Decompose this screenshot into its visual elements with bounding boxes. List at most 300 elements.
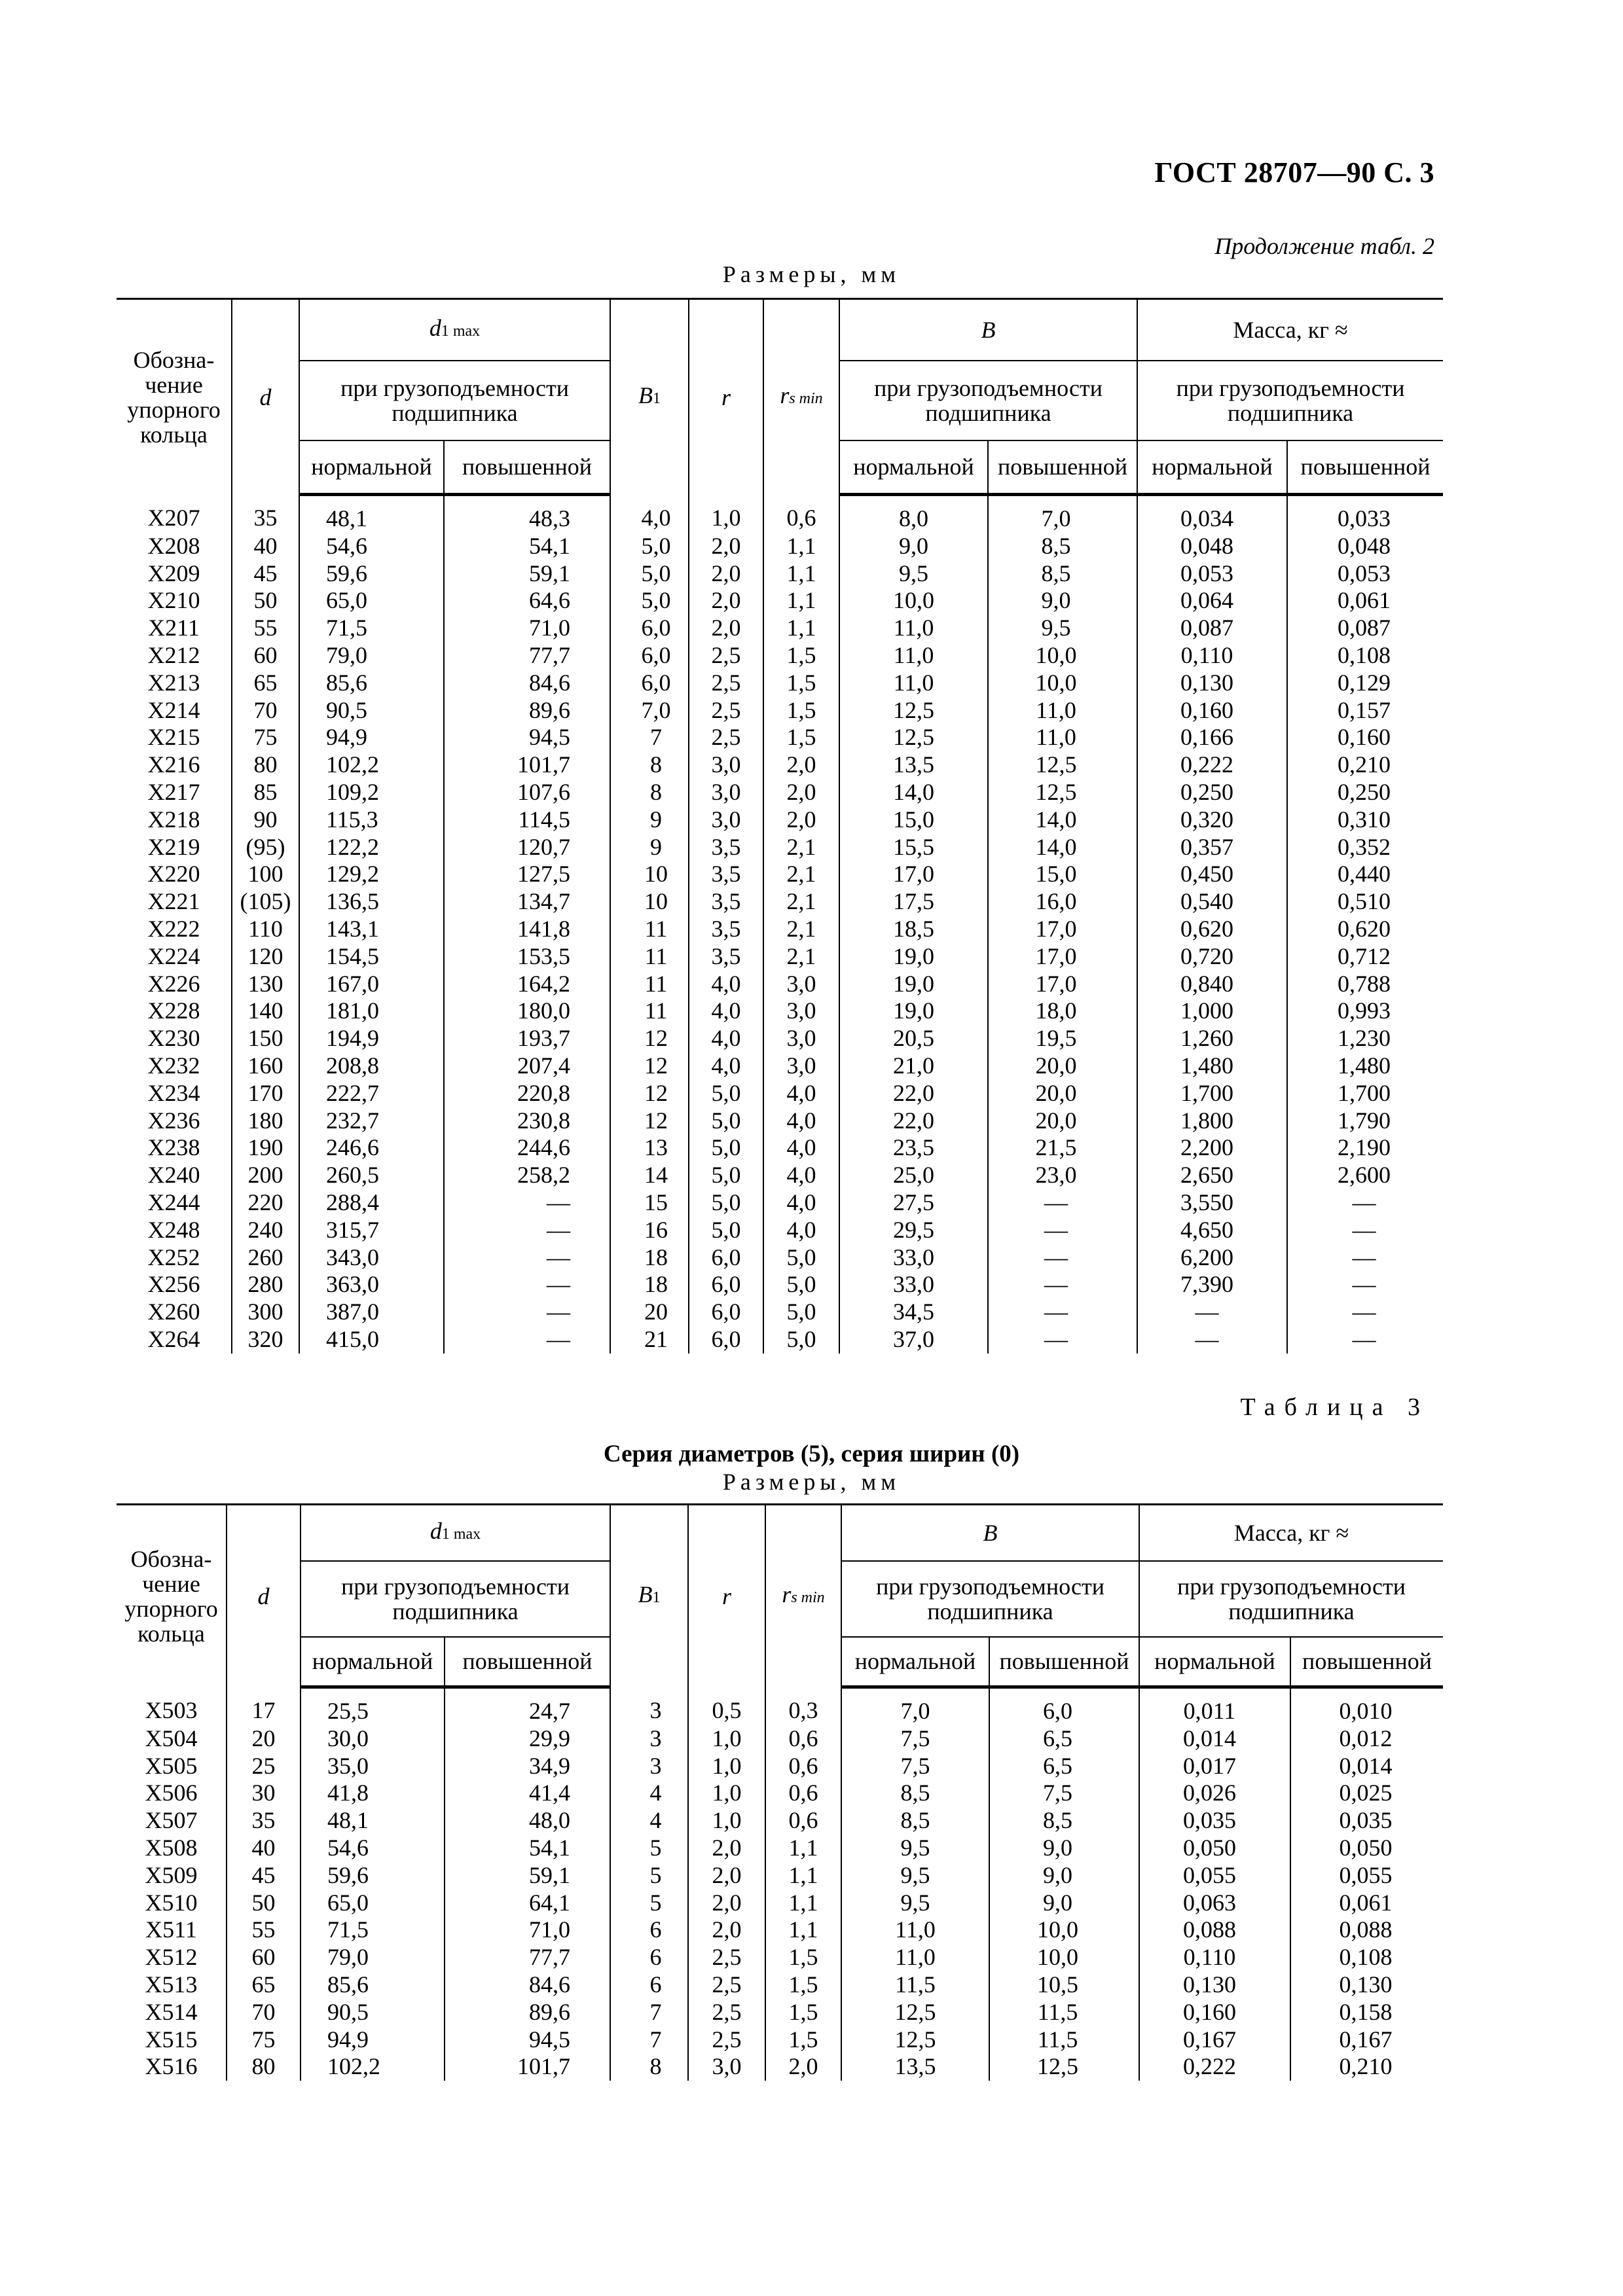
cell-r: 4,0 bbox=[689, 1025, 763, 1052]
cell-d1max-normal: 288,4 bbox=[299, 1189, 444, 1217]
cell-rs-min: 0,6 bbox=[765, 1753, 841, 1780]
cell-mass-normal: 0,250 bbox=[1137, 779, 1287, 806]
header-d1max: d1 max bbox=[299, 299, 610, 361]
cell-b1: 6 bbox=[610, 1971, 688, 1999]
cell-designation: X252 bbox=[147, 1244, 200, 1270]
header-r: r bbox=[688, 1505, 765, 1687]
cell-b-normal: 12,5 bbox=[839, 697, 988, 725]
cell-rs-min: 2,0 bbox=[763, 779, 839, 806]
cell-mass-normal: 0,320 bbox=[1137, 806, 1287, 834]
table-row bbox=[117, 1916, 1443, 1944]
cell-d1max-increased: 89,6 bbox=[444, 697, 610, 725]
header-load-mass: при грузоподъемности подшипника bbox=[1137, 361, 1443, 440]
cell-mass-normal: 0,130 bbox=[1137, 670, 1287, 697]
cell-mass-normal: 0,840 bbox=[1137, 971, 1287, 998]
cell-d1max-normal: 94,9 bbox=[301, 2026, 445, 2054]
cell-mass-normal: — bbox=[1137, 1326, 1287, 1354]
cell-rs-min: 4,0 bbox=[763, 1134, 839, 1162]
cell-b-increased: 6,5 bbox=[989, 1725, 1139, 1753]
cell-b1: 11 bbox=[610, 943, 689, 971]
cell-mass-normal: 0,011 bbox=[1139, 1687, 1290, 1725]
cell-d1max-increased: 77,7 bbox=[445, 1944, 610, 1971]
cell-b-increased: 20,0 bbox=[988, 1107, 1137, 1135]
header-increased: повышенной bbox=[989, 1637, 1139, 1687]
cell-d1max-increased: 48,0 bbox=[445, 1807, 610, 1835]
cell-b-normal: 15,5 bbox=[839, 834, 988, 861]
cell-rs-min: 1,1 bbox=[765, 1862, 841, 1890]
cell-mass-normal: 0,048 bbox=[1137, 533, 1287, 560]
cell-mass-increased: 0,055 bbox=[1290, 1862, 1443, 1890]
cell-rs-min: 2,1 bbox=[763, 834, 839, 861]
cell-mass-normal: 0,063 bbox=[1139, 1890, 1290, 1917]
cell-mass-increased: 1,230 bbox=[1287, 1025, 1443, 1052]
table-row bbox=[117, 1780, 1443, 1807]
cell-b-normal: 7,5 bbox=[841, 1753, 989, 1780]
cell-b1: 16 bbox=[610, 1217, 689, 1244]
cell-d1max-increased: — bbox=[444, 1217, 610, 1244]
cell-d1max-normal: 315,7 bbox=[299, 1217, 444, 1244]
cell-mass-increased: 0,048 bbox=[1287, 533, 1443, 560]
cell-b-increased: 11,0 bbox=[988, 697, 1137, 725]
cell-d: 25 bbox=[227, 1753, 301, 1780]
cell-b-normal: 11,0 bbox=[839, 642, 988, 670]
cell-d: 85 bbox=[232, 779, 299, 806]
cell-d1max-normal: 41,8 bbox=[301, 1780, 445, 1807]
cell-b1: 4 bbox=[610, 1780, 688, 1807]
cell-mass-normal: 0,088 bbox=[1139, 1916, 1290, 1944]
cell-designation: X222 bbox=[147, 915, 200, 942]
cell-d: (95) bbox=[232, 834, 299, 861]
cell-d: 30 bbox=[227, 1780, 301, 1807]
cell-b1: 3 bbox=[610, 1687, 688, 1725]
cell-b1: 8 bbox=[610, 779, 689, 806]
header-load-B: при грузоподъемности подшипника bbox=[839, 361, 1137, 440]
cell-d: 120 bbox=[232, 943, 299, 971]
cell-mass-increased: 0,158 bbox=[1290, 1999, 1443, 2026]
cell-b-increased: 9,0 bbox=[989, 1862, 1139, 1890]
cell-d1max-increased: 94,5 bbox=[444, 724, 610, 751]
cell-d: 65 bbox=[227, 1971, 301, 1999]
cell-d1max-normal: 167,0 bbox=[299, 971, 444, 998]
cell-mass-increased: 0,210 bbox=[1290, 2053, 1443, 2081]
cell-d: 40 bbox=[227, 1835, 301, 1862]
cell-r: 2,5 bbox=[688, 1971, 765, 1999]
cell-d1max-normal: 54,6 bbox=[299, 533, 444, 560]
cell-mass-normal: 1,700 bbox=[1137, 1080, 1287, 1107]
table-row bbox=[117, 1162, 1443, 1189]
cell-b1: 5,0 bbox=[610, 560, 689, 588]
cell-b-normal: 17,5 bbox=[839, 888, 988, 916]
cell-d1max-increased: — bbox=[444, 1189, 610, 1217]
cell-b1: 21 bbox=[610, 1326, 689, 1354]
cell-rs-min: 2,1 bbox=[763, 916, 839, 943]
cell-rs-min: 1,5 bbox=[763, 724, 839, 751]
cell-d1max-increased: 230,8 bbox=[444, 1107, 610, 1135]
cell-d1max-increased: 77,7 bbox=[444, 642, 610, 670]
cell-designation: X509 bbox=[145, 1861, 198, 1888]
cell-mass-increased: 0,440 bbox=[1287, 861, 1443, 888]
cell-mass-increased: — bbox=[1287, 1189, 1443, 1217]
table-row bbox=[117, 1687, 1443, 1725]
cell-b-normal: 9,5 bbox=[841, 1862, 989, 1890]
cell-d1max-normal: 90,5 bbox=[301, 1999, 445, 2026]
cell-designation: X212 bbox=[147, 641, 200, 668]
cell-b1: 6,0 bbox=[610, 670, 689, 697]
cell-designation: X211 bbox=[148, 615, 200, 641]
cell-b-increased: — bbox=[988, 1326, 1137, 1354]
cell-b-normal: 19,0 bbox=[839, 997, 988, 1025]
cell-r: 6,0 bbox=[689, 1299, 763, 1326]
cell-rs-min: 1,1 bbox=[765, 1916, 841, 1944]
cell-b-normal: 9,5 bbox=[839, 560, 988, 588]
cell-mass-increased: 0,053 bbox=[1287, 560, 1443, 588]
cell-designation: X207 bbox=[147, 504, 200, 531]
cell-r: 3,0 bbox=[689, 779, 763, 806]
cell-designation: X513 bbox=[145, 1971, 198, 1998]
cell-b-normal: 19,0 bbox=[839, 971, 988, 998]
cell-d1max-normal: 194,9 bbox=[299, 1025, 444, 1052]
cell-mass-increased: 0,061 bbox=[1287, 587, 1443, 615]
cell-d: 35 bbox=[232, 495, 299, 533]
cell-b1: 15 bbox=[610, 1189, 689, 1217]
cell-d1max-normal: 59,6 bbox=[299, 560, 444, 588]
cell-b-increased: 8,5 bbox=[989, 1807, 1139, 1835]
cell-r: 4,0 bbox=[689, 971, 763, 998]
cell-r: 4,0 bbox=[689, 1052, 763, 1080]
cell-r: 1,0 bbox=[688, 1780, 765, 1807]
cell-b-increased: 7,5 bbox=[989, 1780, 1139, 1807]
table-row bbox=[117, 779, 1443, 806]
cell-d1max-increased: 59,1 bbox=[444, 560, 610, 588]
cell-mass-normal: 0,160 bbox=[1139, 1999, 1290, 2026]
cell-b-increased: 9,0 bbox=[989, 1835, 1139, 1862]
cell-b1: 12 bbox=[610, 1052, 689, 1080]
cell-designation: X213 bbox=[147, 669, 200, 696]
cell-d: 170 bbox=[232, 1080, 299, 1107]
cell-d: 180 bbox=[232, 1107, 299, 1135]
cell-d1max-normal: 109,2 bbox=[299, 779, 444, 806]
cell-d1max-increased: 41,4 bbox=[445, 1780, 610, 1807]
cell-b1: 7 bbox=[610, 724, 689, 751]
cell-designation: X256 bbox=[147, 1271, 200, 1298]
table-row bbox=[117, 1326, 1443, 1354]
table-row bbox=[117, 495, 1443, 533]
cell-mass-normal: 0,110 bbox=[1139, 1944, 1290, 1971]
cell-d: 100 bbox=[232, 861, 299, 888]
cell-rs-min: 1,1 bbox=[763, 560, 839, 588]
table-row bbox=[117, 587, 1443, 615]
cell-b1: 20 bbox=[610, 1299, 689, 1326]
cell-d1max-normal: 232,7 bbox=[299, 1107, 444, 1135]
header-increased: повышенной bbox=[1290, 1637, 1443, 1687]
cell-d1max-increased: 107,6 bbox=[444, 779, 610, 806]
cell-b1: 5 bbox=[610, 1890, 688, 1917]
cell-b1: 3 bbox=[610, 1725, 688, 1753]
cell-mass-normal: 0,087 bbox=[1137, 615, 1287, 642]
cell-b-increased: 14,0 bbox=[988, 806, 1137, 834]
cell-r: 3,0 bbox=[689, 751, 763, 779]
header-B: B bbox=[839, 299, 1137, 361]
cell-r: 2,5 bbox=[689, 697, 763, 725]
cell-d1max-increased: 54,1 bbox=[444, 533, 610, 560]
cell-rs-min: 1,5 bbox=[763, 697, 839, 725]
cell-d1max-increased: 94,5 bbox=[445, 2026, 610, 2054]
cell-designation: X209 bbox=[147, 560, 200, 586]
cell-d1max-normal: 154,5 bbox=[299, 943, 444, 971]
cell-designation: X226 bbox=[147, 970, 200, 997]
cell-mass-normal: 0,035 bbox=[1139, 1807, 1290, 1835]
cell-b-increased: 17,0 bbox=[988, 971, 1137, 998]
cell-designation: X505 bbox=[145, 1752, 198, 1779]
cell-b1: 5 bbox=[610, 1835, 688, 1862]
cell-d: 50 bbox=[227, 1890, 301, 1917]
cell-b1: 4,0 bbox=[610, 495, 689, 533]
cell-mass-increased: 0,012 bbox=[1290, 1725, 1443, 1753]
header-designation: Обозна-чение упорного кольца bbox=[117, 299, 232, 495]
header-normal: нормальной bbox=[841, 1637, 989, 1687]
cell-b-normal: 11,0 bbox=[839, 670, 988, 697]
cell-mass-normal: 0,357 bbox=[1137, 834, 1287, 861]
cell-designation: X244 bbox=[147, 1189, 200, 1215]
cell-d1max-normal: 71,5 bbox=[299, 615, 444, 642]
cell-mass-increased: 1,480 bbox=[1287, 1052, 1443, 1080]
cell-designation: X510 bbox=[145, 1889, 198, 1916]
cell-mass-normal: 0,450 bbox=[1137, 861, 1287, 888]
table-row bbox=[117, 1080, 1443, 1107]
table-row bbox=[117, 615, 1443, 642]
cell-b1: 6 bbox=[610, 1916, 688, 1944]
cell-b1: 6,0 bbox=[610, 642, 689, 670]
cell-designation: X248 bbox=[147, 1216, 200, 1243]
cell-d1max-increased: 180,0 bbox=[444, 997, 610, 1025]
cell-r: 3,5 bbox=[689, 916, 763, 943]
table-row bbox=[117, 1299, 1443, 1326]
table-row bbox=[117, 1244, 1443, 1272]
cell-b-increased: 23,0 bbox=[988, 1162, 1137, 1189]
cell-b-normal: 27,5 bbox=[839, 1189, 988, 1217]
cell-mass-increased: 0,010 bbox=[1290, 1687, 1443, 1725]
cell-rs-min: 2,0 bbox=[763, 806, 839, 834]
cell-b-normal: 7,5 bbox=[841, 1725, 989, 1753]
cell-b-normal: 11,0 bbox=[841, 1916, 989, 1944]
table-row bbox=[117, 697, 1443, 725]
cell-rs-min: 1,5 bbox=[763, 670, 839, 697]
cell-designation: X234 bbox=[147, 1079, 200, 1106]
cell-mass-increased: 0,061 bbox=[1290, 1890, 1443, 1917]
cell-d: 45 bbox=[227, 1862, 301, 1890]
cell-mass-normal: 0,034 bbox=[1137, 495, 1287, 533]
cell-d1max-increased: 24,7 bbox=[445, 1687, 610, 1725]
cell-b-normal: 33,0 bbox=[839, 1271, 988, 1299]
cell-mass-normal: 2,650 bbox=[1137, 1162, 1287, 1189]
cell-b-increased: 20,0 bbox=[988, 1080, 1137, 1107]
cell-d: 60 bbox=[232, 642, 299, 670]
cell-designation: X218 bbox=[147, 806, 200, 833]
cell-b-normal: 33,0 bbox=[839, 1244, 988, 1272]
cell-rs-min: 2,1 bbox=[763, 861, 839, 888]
cell-b-increased: 12,5 bbox=[988, 779, 1137, 806]
cell-rs-min: 3,0 bbox=[763, 1052, 839, 1080]
cell-b-increased: — bbox=[988, 1244, 1137, 1272]
cell-mass-increased: 0,993 bbox=[1287, 997, 1443, 1025]
header-load-B: при грузоподъемности подшипника bbox=[841, 1561, 1139, 1637]
cell-b1: 11 bbox=[610, 971, 689, 998]
cell-mass-normal: 0,166 bbox=[1137, 724, 1287, 751]
table-row bbox=[117, 1944, 1443, 1971]
cell-rs-min: 1,5 bbox=[765, 1944, 841, 1971]
cell-mass-normal: 0,167 bbox=[1139, 2026, 1290, 2054]
cell-d: (105) bbox=[232, 888, 299, 916]
cell-rs-min: 5,0 bbox=[763, 1299, 839, 1326]
cell-d1max-normal: 35,0 bbox=[301, 1753, 445, 1780]
cell-mass-increased: — bbox=[1287, 1299, 1443, 1326]
cell-b-normal: 11,0 bbox=[841, 1944, 989, 1971]
cell-d1max-normal: 122,2 bbox=[299, 834, 444, 861]
cell-mass-increased: — bbox=[1287, 1271, 1443, 1299]
cell-b-normal: 9,5 bbox=[841, 1890, 989, 1917]
cell-d1max-normal: 71,5 bbox=[301, 1916, 445, 1944]
cell-d1max-normal: 25,5 bbox=[301, 1687, 445, 1725]
cell-r: 1,0 bbox=[688, 1753, 765, 1780]
cell-d1max-increased: 101,7 bbox=[445, 2053, 610, 2081]
cell-d1max-normal: 363,0 bbox=[299, 1271, 444, 1299]
header-B1: B1 bbox=[610, 1505, 688, 1687]
cell-designation: X508 bbox=[145, 1834, 198, 1861]
cell-b-normal: 22,0 bbox=[839, 1080, 988, 1107]
cell-d: 55 bbox=[227, 1916, 301, 1944]
cell-d: 90 bbox=[232, 806, 299, 834]
cell-b-increased: 10,0 bbox=[988, 642, 1137, 670]
table-row bbox=[117, 1217, 1443, 1244]
header-increased: повышенной bbox=[445, 1637, 610, 1687]
cell-mass-normal: 0,540 bbox=[1137, 888, 1287, 916]
cell-mass-increased: 0,108 bbox=[1290, 1944, 1443, 1971]
table-row bbox=[117, 1862, 1443, 1890]
cell-mass-normal: 0,053 bbox=[1137, 560, 1287, 588]
cell-mass-increased: 0,130 bbox=[1290, 1971, 1443, 1999]
cell-designation: X514 bbox=[145, 1998, 198, 2025]
table-row bbox=[117, 1052, 1443, 1080]
cell-mass-increased: 0,620 bbox=[1287, 916, 1443, 943]
cell-d1max-normal: 79,0 bbox=[301, 1944, 445, 1971]
header-B1: B1 bbox=[610, 299, 689, 495]
table-row bbox=[117, 1807, 1443, 1835]
header-designation: Обозна-чение упорного кольца bbox=[117, 1505, 227, 1687]
cell-b-normal: 14,0 bbox=[839, 779, 988, 806]
cell-b-increased: 12,5 bbox=[988, 751, 1137, 779]
header-normal: нормальной bbox=[299, 440, 444, 495]
header-mass: Масса, кг ≈ bbox=[1137, 299, 1443, 361]
cell-designation: X224 bbox=[147, 942, 200, 969]
cell-r: 5,0 bbox=[689, 1134, 763, 1162]
cell-r: 2,5 bbox=[688, 1999, 765, 2026]
cell-designation: X215 bbox=[147, 724, 200, 751]
cell-d1max-increased: 244,6 bbox=[444, 1134, 610, 1162]
table-row bbox=[117, 1725, 1443, 1753]
table-row bbox=[117, 2053, 1443, 2081]
cell-b1: 9 bbox=[610, 834, 689, 861]
cell-d1max-increased: 54,1 bbox=[445, 1835, 610, 1862]
cell-d: 140 bbox=[232, 997, 299, 1025]
cell-designation: X230 bbox=[147, 1025, 200, 1052]
cell-d1max-increased: 84,6 bbox=[445, 1971, 610, 1999]
cell-d1max-normal: 65,0 bbox=[299, 587, 444, 615]
cell-rs-min: 3,0 bbox=[763, 997, 839, 1025]
cell-rs-min: 1,1 bbox=[763, 615, 839, 642]
table-row bbox=[117, 861, 1443, 888]
cell-b-normal: 19,0 bbox=[839, 943, 988, 971]
cell-d: 300 bbox=[232, 1299, 299, 1326]
cell-mass-increased: 0,025 bbox=[1290, 1780, 1443, 1807]
cell-r: 2,0 bbox=[688, 1890, 765, 1917]
cell-mass-increased: 0,788 bbox=[1287, 971, 1443, 998]
cell-b-increased: 8,5 bbox=[988, 533, 1137, 560]
header-load-d1: при грузоподъемности подшипника bbox=[299, 361, 610, 440]
table-row bbox=[117, 1835, 1443, 1862]
cell-b-normal: 8,0 bbox=[839, 495, 988, 533]
cell-b-increased: — bbox=[988, 1271, 1137, 1299]
table-row bbox=[117, 1999, 1443, 2026]
cell-d1max-increased: 84,6 bbox=[444, 670, 610, 697]
cell-d1max-increased: 258,2 bbox=[444, 1162, 610, 1189]
cell-b1: 3 bbox=[610, 1753, 688, 1780]
cell-designation: X511 bbox=[145, 1916, 197, 1943]
table-row bbox=[117, 806, 1443, 834]
cell-r: 6,0 bbox=[689, 1271, 763, 1299]
header-load-d1: при грузоподъемности подшипника bbox=[301, 1561, 610, 1637]
cell-b1: 7 bbox=[610, 2026, 688, 2054]
cell-d1max-increased: 48,3 bbox=[444, 495, 610, 533]
cell-b1: 12 bbox=[610, 1025, 689, 1052]
cell-mass-normal: 0,014 bbox=[1139, 1725, 1290, 1753]
cell-d1max-increased: 153,5 bbox=[444, 943, 610, 971]
cell-d1max-normal: 94,9 bbox=[299, 724, 444, 751]
cell-mass-increased: — bbox=[1287, 1244, 1443, 1272]
cell-r: 3,0 bbox=[689, 806, 763, 834]
cell-b-increased: 7,0 bbox=[988, 495, 1137, 533]
cell-mass-normal: 1,000 bbox=[1137, 997, 1287, 1025]
cell-d1max-normal: 143,1 bbox=[299, 916, 444, 943]
table-row bbox=[117, 670, 1443, 697]
cell-mass-increased: 1,700 bbox=[1287, 1080, 1443, 1107]
cell-r: 1,0 bbox=[688, 1725, 765, 1753]
cell-d1max-normal: 59,6 bbox=[301, 1862, 445, 1890]
cell-mass-increased: 0,250 bbox=[1287, 779, 1443, 806]
cell-b-increased: 11,5 bbox=[989, 2026, 1139, 2054]
cell-b1: 13 bbox=[610, 1134, 689, 1162]
cell-mass-increased: 0,035 bbox=[1290, 1807, 1443, 1835]
cell-rs-min: 1,5 bbox=[763, 642, 839, 670]
cell-d1max-increased: 89,6 bbox=[445, 1999, 610, 2026]
cell-rs-min: 1,5 bbox=[765, 1971, 841, 1999]
cell-b-normal: 20,5 bbox=[839, 1025, 988, 1052]
cell-b-increased: 8,5 bbox=[988, 560, 1137, 588]
header-increased: повышенной bbox=[1287, 440, 1443, 495]
cell-rs-min: 2,0 bbox=[763, 751, 839, 779]
cell-b1: 6 bbox=[610, 1944, 688, 1971]
cell-b-increased: 17,0 bbox=[988, 943, 1137, 971]
cell-mass-increased: 0,167 bbox=[1290, 2026, 1443, 2054]
cell-rs-min: 2,0 bbox=[765, 2053, 841, 2081]
cell-r: 2,0 bbox=[689, 533, 763, 560]
cell-b1: 10 bbox=[610, 861, 689, 888]
cell-mass-normal: 0,160 bbox=[1137, 697, 1287, 725]
cell-designation: X516 bbox=[145, 2053, 198, 2080]
cell-d1max-increased: — bbox=[444, 1326, 610, 1354]
cell-d: 200 bbox=[232, 1162, 299, 1189]
cell-b1: 8 bbox=[610, 2053, 688, 2081]
cell-rs-min: 4,0 bbox=[763, 1107, 839, 1135]
